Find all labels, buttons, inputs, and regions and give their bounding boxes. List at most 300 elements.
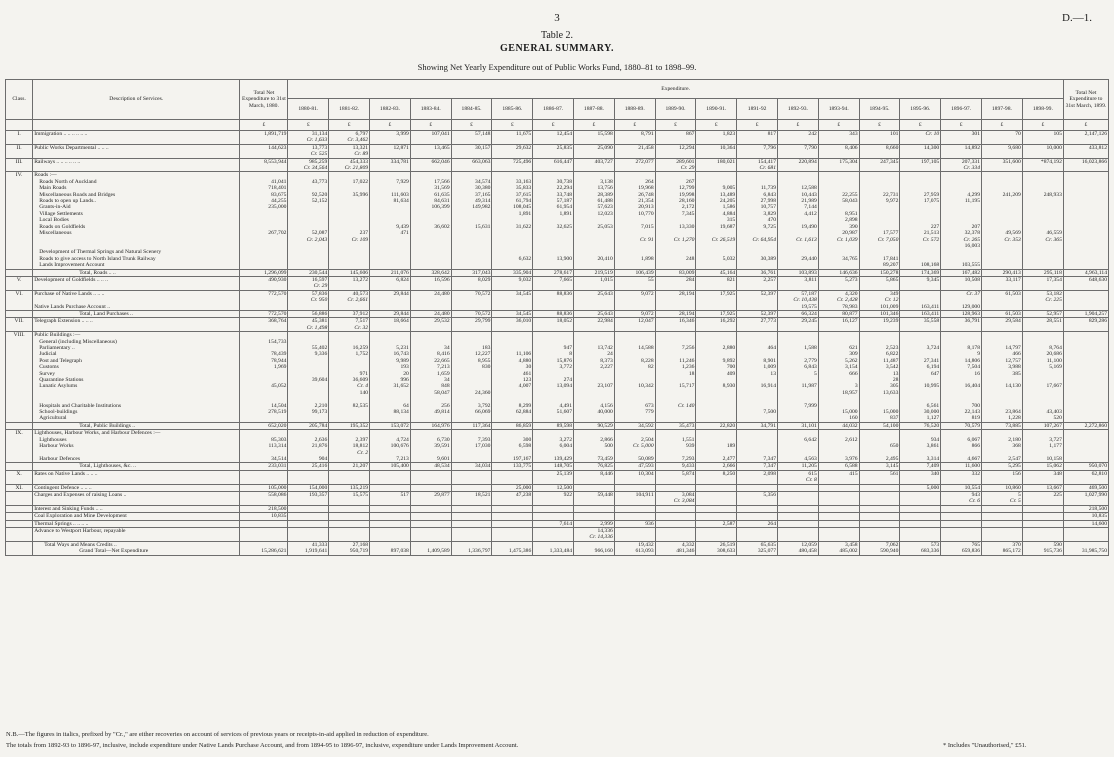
value-cell: 10,508 — [941, 276, 982, 290]
value-cell: 29,632 — [492, 144, 533, 158]
value-cell: 9,032 — [492, 276, 533, 290]
currency-cell: £ — [818, 120, 859, 131]
value-cell: 105 — [1022, 131, 1063, 145]
year-header: 1893-94. — [818, 99, 859, 120]
value-cell: 128,963 — [941, 310, 982, 317]
value-cell: 174,369 — [900, 269, 941, 276]
value-cell: 12,454 — [533, 131, 574, 145]
value-cell: 1,296,099 — [240, 269, 288, 276]
value-cell: 943 Cr. 6 — [941, 491, 982, 505]
class-cell — [6, 463, 33, 470]
value-cell: 61,503 — [982, 290, 1023, 310]
value-cell: 154,733 78,439 78,944 1,969 45,052 14,504 278,519 — [240, 332, 288, 423]
value-cell — [240, 470, 288, 484]
value-cell — [696, 505, 737, 512]
value-cell: 135,219 — [329, 484, 370, 491]
value-cell: 195,352 — [329, 422, 370, 429]
total-1899-header: Total Net Expenditure to 31st March, 1899. — [1063, 80, 1108, 120]
value-cell — [492, 520, 533, 527]
value-cell — [859, 505, 900, 512]
value-cell: 335,904 — [492, 269, 533, 276]
value-cell: 17,566 31,569 61,635 84,631 106,399 36,602 — [410, 172, 451, 269]
value-cell — [410, 513, 451, 520]
total-1880-header: Total Net Expenditure to 31st March, 1880. — [240, 80, 288, 120]
currency-cell: £ — [1063, 120, 1108, 131]
value-cell — [778, 484, 819, 491]
value-cell: 317,043 — [451, 269, 492, 276]
value-cell — [329, 527, 370, 541]
description-cell: Immigration .. .. .. .. .. .. — [33, 131, 240, 145]
value-cell: 2,666 — [696, 463, 737, 470]
value-cell: 867 — [655, 131, 696, 145]
value-cell — [1063, 290, 1108, 310]
value-cell: 153,072 — [370, 422, 411, 429]
value-cell: 328,642 — [410, 269, 451, 276]
value-cell: 21,207 — [329, 463, 370, 470]
value-cell: 278,617 — [533, 269, 574, 276]
value-cell: 1,336,797 — [451, 541, 492, 555]
value-cell — [900, 527, 941, 541]
value-cell: 301 — [941, 131, 982, 145]
value-cell: 966,160 — [574, 541, 615, 555]
description-cell: Purchase of Native Lands .. .. .. Native Lands Purchase Account .. — [33, 290, 240, 310]
value-cell: 13,667 — [1022, 484, 1063, 491]
class-cell — [6, 505, 33, 512]
year-header: 1881-82. — [329, 99, 370, 120]
year-header: 1885-86. — [492, 99, 533, 120]
value-cell — [655, 520, 696, 527]
value-cell: 922 — [533, 491, 574, 505]
table-row — [6, 318, 1109, 332]
value-cell: 2,880 9,892 700 409 8,930 — [696, 332, 737, 423]
description-cell: Total, Public Buildings .. — [33, 422, 240, 429]
class-cell — [6, 310, 33, 317]
value-cell: 334,781 — [370, 158, 411, 172]
description-header: Description of Services. — [33, 80, 240, 120]
value-cell: 2,999 — [574, 520, 615, 527]
value-cell — [329, 505, 370, 512]
value-cell: 31,134 Cr. 1,633 — [288, 131, 329, 145]
value-cell: 17,022 35,996 237 Cr. 109 — [329, 172, 370, 269]
value-cell: 8,250 — [696, 470, 737, 484]
value-cell — [982, 527, 1023, 541]
value-cell: 662,046 — [410, 158, 451, 172]
table-row — [6, 276, 1109, 290]
value-cell: 34 8,416 22,665 7,213 1,659 34 848 58,047 256 49,814 — [410, 332, 451, 423]
table-row — [6, 422, 1109, 429]
value-cell: 44,032 — [818, 422, 859, 429]
value-cell: 56,886 — [288, 310, 329, 317]
value-cell: 12,047 — [614, 318, 655, 332]
value-cell — [941, 505, 982, 512]
value-cell: 16,292 — [696, 318, 737, 332]
value-cell: 57,187 Cr. 10,438 19,575 — [778, 290, 819, 310]
currency-cell: £ — [778, 120, 819, 131]
value-cell — [614, 505, 655, 512]
value-cell: 725,496 — [492, 158, 533, 172]
value-cell: 12,294 — [655, 144, 696, 158]
value-cell — [288, 470, 329, 484]
value-cell: 10,860 — [982, 484, 1023, 491]
value-cell: 80,877 — [818, 310, 859, 317]
year-header: 1896-97. — [941, 99, 982, 120]
value-cell: 35,473 — [655, 422, 696, 429]
value-cell: 6,824 — [370, 276, 411, 290]
value-cell — [696, 513, 737, 520]
value-cell — [370, 484, 411, 491]
value-cell: 34,574 30,380 37,165 49,314 149,982 15,631 — [451, 172, 492, 269]
class-cell: VII. — [6, 318, 33, 332]
value-cell: 61,503 — [982, 310, 1023, 317]
table-row — [6, 505, 1109, 512]
table-row — [6, 310, 1109, 317]
class-cell: III. — [6, 158, 33, 172]
currency-cell: £ — [1022, 120, 1063, 131]
value-cell: 7,256 11,246 1,236 18 15,717 Cr. 140 — [655, 332, 696, 423]
table-title: GENERAL SUMMARY. — [500, 43, 614, 54]
value-cell: 207,331 Cr. 334 — [941, 158, 982, 172]
value-cell: 103,893 — [778, 269, 819, 276]
value-cell — [370, 527, 411, 541]
class-cell — [6, 491, 33, 505]
value-cell: 3,084 Cr. 3,084 — [655, 491, 696, 505]
value-cell: 1,904,257 — [1063, 310, 1108, 317]
value-cell: 47,238 — [492, 491, 533, 505]
currency-cell: £ — [492, 120, 533, 131]
value-cell: 37,912 — [329, 310, 370, 317]
value-cell — [737, 527, 778, 541]
value-cell — [737, 505, 778, 512]
value-cell: 146,636 — [818, 269, 859, 276]
value-cell — [574, 513, 615, 520]
value-cell: 48,534 — [410, 463, 451, 470]
value-cell: 35,558 — [900, 318, 941, 332]
value-cell: 15,286,621 — [240, 541, 288, 555]
value-cell: 8,660 — [859, 144, 900, 158]
value-cell: 163,411 — [900, 310, 941, 317]
value-cell: 101,346 — [859, 310, 900, 317]
value-cell: Cr. 10 — [900, 131, 941, 145]
value-cell: 2,180 368 2,547 — [982, 430, 1023, 463]
value-cell: 1,409,589 — [410, 541, 451, 555]
value-cell: 22,255 58,043 8,951 2,898 390 20,987 Cr. 1,039 34,765 — [818, 172, 859, 269]
value-cell: 76,825 — [574, 463, 615, 470]
value-cell: 772,570 — [240, 290, 288, 310]
class-cell: V. — [6, 276, 33, 290]
value-cell: 3,138 13,756 28,389 61,488 57,623 12,023 25,053 20,410 — [574, 172, 615, 269]
value-cell: 29,245 — [778, 318, 819, 332]
value-cell: 765 659,836 — [941, 541, 982, 555]
value-cell — [410, 484, 451, 491]
value-cell: 454,333 Cr. 21,809 — [329, 158, 370, 172]
value-cell: 107,267 — [1022, 422, 1063, 429]
value-cell: 1,588 2,779 6,843 5 11,987 7,999 — [778, 332, 819, 423]
value-cell: 290,413 — [982, 269, 1023, 276]
value-cell — [1063, 527, 1108, 541]
value-cell: 211,076 — [370, 269, 411, 276]
value-cell: 2,397 18,812 Cr. 2 — [329, 430, 370, 463]
value-cell: 950,070 — [1063, 463, 1108, 470]
value-cell: 104,911 — [614, 491, 655, 505]
currency-cell: £ — [941, 120, 982, 131]
year-header: 1883-84. — [410, 99, 451, 120]
value-cell: 9,005 13,489 24,205 1,586 4,884 315 19,687 Cr. 26,519 5,032 — [696, 172, 737, 269]
table-row — [6, 430, 1109, 463]
value-cell — [778, 491, 819, 505]
value-cell: 117,364 — [451, 422, 492, 429]
description-cell: Roads :— Roads North of Auckland Main Roads Miscellaneous Roads and Bridges Roads to open up Lands.. Grants-in-Aid Village Settlements Local Bodies Roads on Goldfields Miscellaneous Development of Thermal Springs and Natural Scenery Roads to give access to North Island Trunk Railway Lands Improvement Account — [33, 172, 240, 269]
value-cell: 33,163 35,833 37,615 61,794 108,045 1,891 31,622 6,632 — [492, 172, 533, 269]
value-cell — [1063, 430, 1108, 463]
value-cell: 403,727 — [574, 158, 615, 172]
value-cell — [410, 527, 451, 541]
currency-cell: £ — [982, 120, 1023, 131]
value-cell — [329, 470, 370, 484]
value-cell: 3,145 — [859, 463, 900, 470]
value-cell: 19,432 613,093 — [614, 541, 655, 555]
value-cell: 16,127 — [818, 318, 859, 332]
value-cell — [492, 527, 533, 541]
table-row — [6, 484, 1109, 491]
value-cell: 54,100 — [859, 422, 900, 429]
value-cell: 590 915,736 — [1022, 541, 1063, 555]
description-cell: Development of Goldfields .. .. .. — [33, 276, 240, 290]
class-cell: VI. — [6, 290, 33, 310]
value-cell: 2,636 21,876 904 — [288, 430, 329, 463]
value-cell: 433,812 — [1063, 144, 1108, 158]
value-cell: 57,836 Cr. 950 — [288, 290, 329, 310]
value-cell: 10,304 — [614, 470, 655, 484]
value-cell: 6,588 — [818, 463, 859, 470]
expenditure-table — [5, 79, 1109, 556]
value-cell — [778, 513, 819, 520]
table-row — [6, 131, 1109, 145]
value-cell: 90,529 — [574, 422, 615, 429]
currency-cell: £ — [329, 120, 370, 131]
value-cell: 29,799 — [451, 318, 492, 332]
value-cell: 10,835 — [1063, 513, 1108, 520]
value-cell: 7,665 — [533, 276, 574, 290]
description-cell: Thermal Springs .. .. .. .. — [33, 520, 240, 527]
value-cell: 154,000 — [288, 484, 329, 491]
value-cell: 88,836 — [533, 310, 574, 317]
currency-cell: £ — [737, 120, 778, 131]
value-cell — [370, 505, 411, 512]
value-cell: 469,500 — [1063, 484, 1108, 491]
value-cell — [655, 505, 696, 512]
value-cell: 14,300 — [900, 144, 941, 158]
value-cell: 45,164 — [696, 269, 737, 276]
table-row — [6, 144, 1109, 158]
value-cell: 6,067 866 4,667 — [941, 430, 982, 463]
value-cell: 10,000 — [1022, 144, 1063, 158]
value-cell — [288, 505, 329, 512]
value-cell: 22,984 — [574, 318, 615, 332]
value-cell: *874,192 — [1022, 158, 1063, 172]
value-cell: 561 — [859, 470, 900, 484]
value-cell: 12,059 480,458 — [778, 541, 819, 555]
value-cell: 1,823 — [696, 131, 737, 145]
value-cell: 9,433 — [655, 463, 696, 470]
value-cell: 241,209 49,569 Cr. 353 — [982, 172, 1023, 269]
value-cell: 17,354 — [1022, 276, 1063, 290]
year-header: 1888-89. — [614, 99, 655, 120]
value-cell: 19,239 — [859, 318, 900, 332]
value-cell: 25,090 — [574, 144, 615, 158]
value-cell: 2,272,860 — [1063, 422, 1108, 429]
value-cell: 5,273 — [818, 276, 859, 290]
value-cell: 148,705 — [533, 463, 574, 470]
value-cell: 197,105 — [900, 158, 941, 172]
value-cell: 348 — [1022, 470, 1063, 484]
value-cell: 219,519 — [574, 269, 615, 276]
year-header: 1889-90. — [655, 99, 696, 120]
value-cell — [859, 520, 900, 527]
value-cell: 25,643 — [574, 290, 615, 310]
value-cell: 22,731 9,972 17,577 Cr. 7,050 17,841 89,207 — [859, 172, 900, 269]
value-cell: 154,417 Cr. 681 — [737, 158, 778, 172]
value-cell — [492, 513, 533, 520]
value-cell: 11,106 4,880 30 461 123 4,007 8,299 62,884 — [492, 332, 533, 423]
value-cell: 6,730 39,591 9,601 — [410, 430, 451, 463]
value-cell: 45,381 Cr. 1,498 — [288, 318, 329, 332]
value-cell: 663,063 — [451, 158, 492, 172]
value-cell: 30,738 22,294 33,748 57,187 61,954 1,891 32,625 13,900 — [533, 172, 574, 269]
value-cell — [655, 484, 696, 491]
value-cell: 2,587 — [696, 520, 737, 527]
description-cell: Total, Land Purchases .. — [33, 310, 240, 317]
value-cell: 4,724 100,676 7,213 — [370, 430, 411, 463]
value-cell: 242 — [778, 131, 819, 145]
value-cell: 25,000 — [492, 484, 533, 491]
value-cell: 936 — [614, 520, 655, 527]
value-cell: 4,332 481,346 — [655, 541, 696, 555]
value-cell: 6,797 Cr. 3,462 — [329, 131, 370, 145]
value-cell: 650 2,495 — [859, 430, 900, 463]
value-cell — [941, 527, 982, 541]
value-cell — [859, 527, 900, 541]
value-cell — [614, 513, 655, 520]
class-cell — [6, 520, 33, 527]
value-cell: 351,600 — [982, 158, 1023, 172]
class-header: Class. — [6, 80, 33, 120]
value-cell: 27,773 — [737, 318, 778, 332]
value-cell — [818, 491, 859, 505]
value-cell — [574, 505, 615, 512]
value-cell: 1,475,386 — [492, 541, 533, 555]
value-cell: 29,844 — [370, 290, 411, 310]
table-row — [6, 541, 1109, 555]
description-cell: Lighthouses, Harbour Works, and Harbour Defences :— Lighthouses Harbour Works Harbour Defences — [33, 430, 240, 463]
value-cell: 4,299 11,195 207 32,378 Cr. 265 16,003 103,555 — [941, 172, 982, 269]
value-cell: 52,397 — [737, 310, 778, 317]
value-cell: 30,157 — [451, 144, 492, 158]
value-cell: 821 — [696, 276, 737, 290]
value-cell: 2,098 — [737, 470, 778, 484]
value-cell: 107,041 — [410, 131, 451, 145]
value-cell: 12,588 10,443 21,989 7,144 4,412 19,490 Cr. 1,613 29,440 — [778, 172, 819, 269]
value-cell: 14,797 466 12,757 3,988 385 14,130 23,864 1,228 — [982, 332, 1023, 423]
value-cell — [370, 513, 411, 520]
value-cell: 295,118 — [1022, 269, 1063, 276]
currency-cell: £ — [900, 120, 941, 131]
value-cell: 31,101 — [778, 422, 819, 429]
value-cell: 464 8,901 1,009 13 16,914 7,500 — [737, 332, 778, 423]
value-cell: 52,957 — [1022, 310, 1063, 317]
year-header: 1887-88. — [574, 99, 615, 120]
value-cell: 9,072 — [614, 310, 655, 317]
value-cell: 70 — [982, 131, 1023, 145]
value-cell — [859, 484, 900, 491]
value-cell — [900, 505, 941, 512]
value-cell: 616,447 — [533, 158, 574, 172]
value-cell: 13,742 24 8,373 2,227 23,107 4,156 40,000 — [574, 332, 615, 423]
value-cell: 7,347 — [737, 463, 778, 470]
value-cell: 3,999 — [370, 131, 411, 145]
value-cell: 289,601 Cr. 29 — [655, 158, 696, 172]
value-cell — [370, 470, 411, 484]
value-cell: 21,458 — [614, 144, 655, 158]
value-cell — [1022, 513, 1063, 520]
value-cell: 6,642 4,563 — [778, 430, 819, 463]
table-row — [6, 470, 1109, 484]
value-cell: 105,000 — [240, 484, 288, 491]
value-cell: 83,009 — [655, 269, 696, 276]
value-cell: 218,500 — [240, 505, 288, 512]
value-cell: 621 309 5,262 3,154 666 3 18,957 15,000 160 — [818, 332, 859, 423]
year-header: 1882-83. — [370, 99, 411, 120]
value-cell: 28,194 — [655, 310, 696, 317]
value-cell: 4,963,114 — [1063, 269, 1108, 276]
class-cell — [6, 513, 33, 520]
value-cell: 370 865,172 — [982, 541, 1023, 555]
class-cell: XI. — [6, 484, 33, 491]
value-cell: 300 6,598 197,167 — [492, 430, 533, 463]
footnote-totals: The totals from 1892-93 to 1896-97, inclusive, include expenditure under Native Lands Purchase Account, and from 1894-95 to 1896-97, inclusive, expenditure under Lands Improvement Account. — [6, 742, 519, 749]
value-cell — [451, 513, 492, 520]
year-header: 1886-87. — [533, 99, 574, 120]
value-cell: 264 19,968 26,748 21,354 20,913 10,770 7,015 Cr. 91 1,898 — [614, 172, 655, 269]
value-cell — [451, 484, 492, 491]
value-cell — [614, 484, 655, 491]
description-cell: Telegraph Extension .. .. .. — [33, 318, 240, 332]
value-cell: 9,345 — [900, 276, 941, 290]
value-cell: 415 — [818, 470, 859, 484]
value-cell: 3,724 27,341 6,194 647 10,995 6,561 30,000 1,127 — [900, 332, 941, 423]
value-cell: 29,877 — [410, 491, 451, 505]
value-cell: 272,077 — [614, 158, 655, 172]
value-cell: 7,062 590,940 — [859, 541, 900, 555]
currency-cell: £ — [451, 120, 492, 131]
value-cell — [818, 520, 859, 527]
value-cell: 65,635 325,077 — [737, 541, 778, 555]
table-row — [6, 463, 1109, 470]
value-cell — [818, 513, 859, 520]
value-cell: 817 — [737, 131, 778, 145]
value-cell: 4,320 Cr. 2,428 78,983 — [818, 290, 859, 310]
value-cell: 70,572 — [451, 310, 492, 317]
value-cell: 180,021 — [696, 158, 737, 172]
value-cell: 41,333 1,919,641 — [288, 541, 329, 555]
value-cell: 106,439 — [614, 269, 655, 276]
value-cell: 3,458 485,002 — [818, 541, 859, 555]
value-cell — [982, 513, 1023, 520]
currency-cell: £ — [410, 120, 451, 131]
value-cell — [818, 527, 859, 541]
value-cell — [941, 520, 982, 527]
value-cell: 12,500 — [533, 484, 574, 491]
value-cell — [329, 513, 370, 520]
